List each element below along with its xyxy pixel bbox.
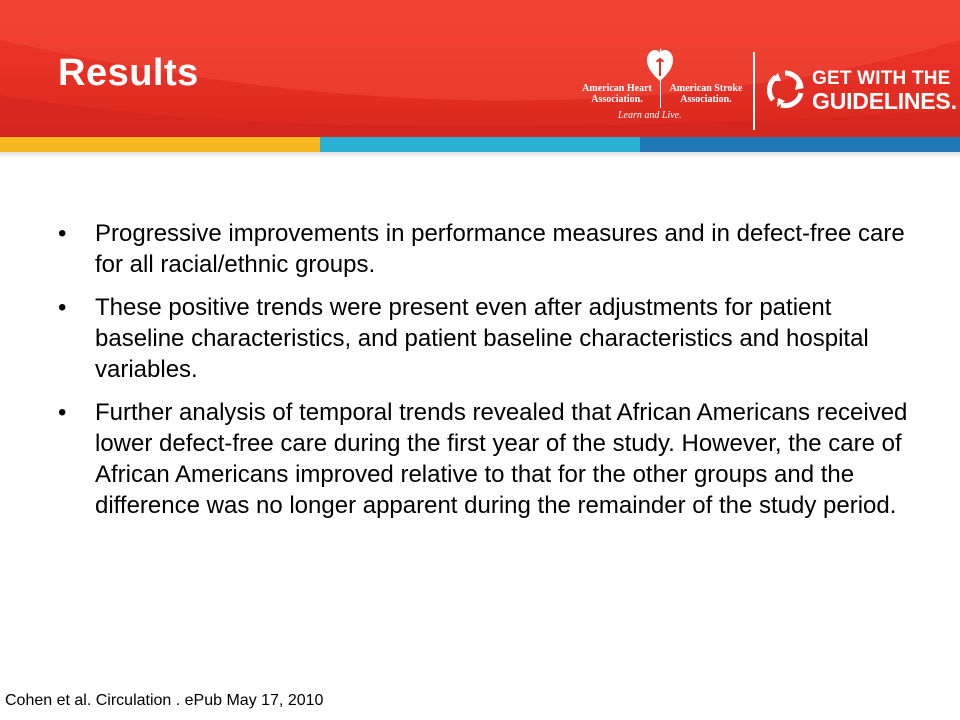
logo-separator — [660, 80, 661, 108]
aha-tagline: Learn and Live. — [618, 110, 682, 121]
logo-divider — [753, 52, 755, 130]
aha-org-line2: Association. — [591, 94, 643, 105]
aha-org-line1: American Heart — [582, 83, 652, 94]
circular-arrows-icon — [764, 68, 806, 110]
stripe-shadow — [0, 152, 960, 158]
stripe-yellow — [0, 137, 320, 152]
bullet-text: Progressive improvements in performance measures and in defect-free care for all racial/ethnic groups. — [95, 220, 905, 278]
gwtg-text-line1: GET WITH THE — [812, 68, 951, 89]
bullet-marker: • — [58, 220, 67, 247]
bullet-item — [58, 292, 908, 385]
color-stripes — [0, 137, 960, 152]
bullet-list — [58, 218, 908, 533]
asa-org-line1: American Stroke — [669, 83, 743, 94]
stripe-cyan — [320, 137, 640, 152]
stripe-blue — [640, 137, 960, 152]
asa-org-line2: Association. — [680, 94, 732, 105]
gwtg-logo — [764, 66, 957, 116]
aha-asa-logo — [574, 48, 746, 126]
header-banner — [0, 0, 960, 137]
bullet-text: Further analysis of temporal trends revealed that African Americans received lower defect-free care during the first year of the study. However, the care of African Americans improved relative to that for the other groups and the difference was no longer apparent during the remainder of the study period. — [95, 399, 908, 519]
gwtg-text-line2: GUIDELINES. — [812, 88, 957, 114]
aha-org-name — [576, 83, 658, 105]
citation: Cohen et al. Circulation . ePub May 17, 2010 — [5, 692, 324, 709]
bullet-marker: • — [58, 399, 67, 426]
bullet-marker: • — [58, 294, 67, 321]
bullet-item — [58, 397, 908, 521]
heart-torch-icon — [647, 48, 673, 82]
bullet-item — [58, 218, 908, 280]
asa-org-name — [664, 83, 748, 105]
bullet-text: These positive trends were present even after adjustments for patient baseline characteristics, and patient baseline characteristics and hospital variables. — [95, 294, 869, 383]
slide-title: Results — [58, 52, 199, 94]
